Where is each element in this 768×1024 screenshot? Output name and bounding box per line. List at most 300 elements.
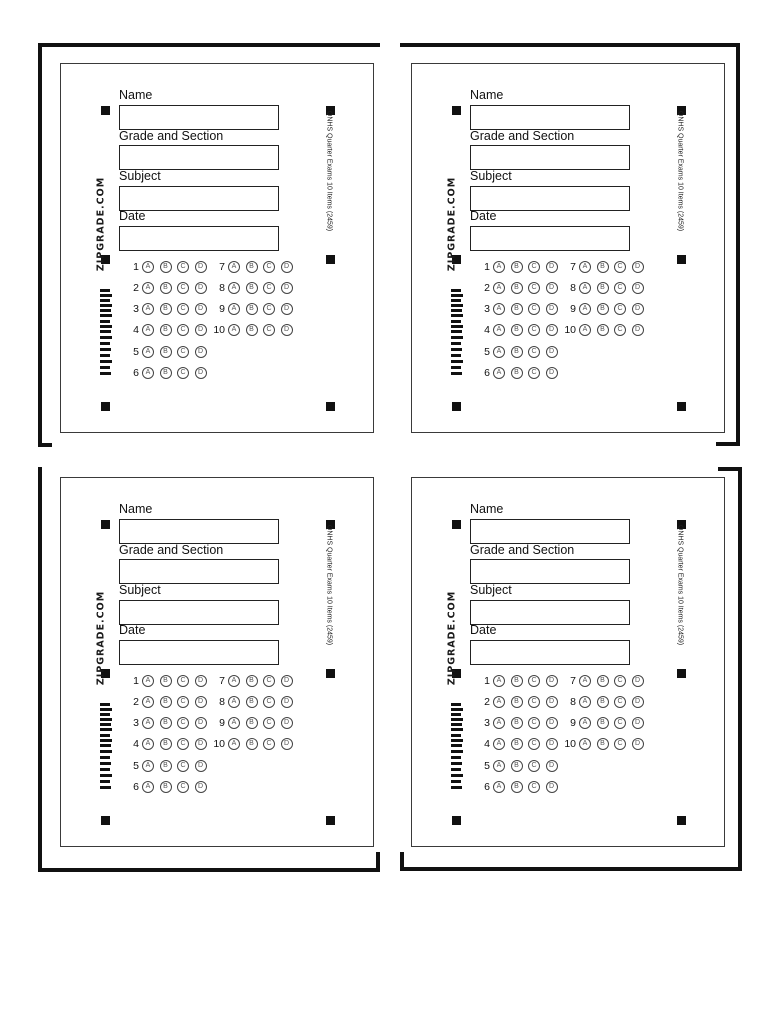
- barcode-bar: [100, 734, 110, 737]
- question-row: [209, 694, 298, 709]
- question-number: 8: [219, 695, 225, 708]
- question-row: [123, 322, 212, 337]
- answer-bubble-d[interactable]: D: [195, 781, 207, 793]
- question-row: [474, 694, 563, 709]
- question-number: 3: [484, 716, 490, 729]
- answer-bubble-b[interactable]: B: [511, 346, 523, 358]
- answer-bubble-a[interactable]: A: [228, 261, 240, 273]
- answer-bubble-b[interactable]: B: [511, 675, 523, 687]
- question-row: [123, 779, 212, 794]
- answer-bubble-c[interactable]: C: [263, 261, 275, 273]
- answer-bubble-d[interactable]: D: [281, 324, 293, 336]
- answer-bubble-b[interactable]: B: [246, 717, 258, 729]
- barcode-bar: [451, 780, 461, 783]
- question-row: [474, 259, 563, 274]
- question-row: [123, 715, 212, 730]
- answer-bubble-c[interactable]: C: [528, 303, 540, 315]
- cut-mark: [38, 467, 42, 872]
- barcode-bar: [451, 325, 463, 328]
- question-number: 2: [133, 695, 139, 708]
- answer-bubble-a[interactable]: A: [579, 261, 591, 273]
- answer-bubble-c[interactable]: C: [177, 781, 189, 793]
- answer-bubble-a[interactable]: A: [142, 324, 154, 336]
- question-number: 7: [219, 260, 225, 273]
- cut-mark: [400, 43, 740, 47]
- name-field[interactable]: [119, 105, 279, 130]
- answer-bubble-d[interactable]: D: [195, 760, 207, 772]
- answer-bubble-a[interactable]: A: [493, 717, 505, 729]
- answer-bubble-d[interactable]: D: [195, 367, 207, 379]
- grade-section-field[interactable]: [470, 145, 630, 170]
- question-number: 10: [213, 323, 225, 336]
- question-number: 3: [133, 302, 139, 315]
- question-number: 6: [133, 366, 139, 379]
- answer-bubble-d[interactable]: D: [195, 696, 207, 708]
- answer-bubble-b[interactable]: B: [246, 261, 258, 273]
- barcode-bar: [451, 750, 463, 753]
- barcode-bar: [451, 320, 461, 323]
- registration-mark: [452, 106, 461, 115]
- answer-bubble-a[interactable]: A: [142, 261, 154, 273]
- answer-bubble-c[interactable]: C: [614, 303, 626, 315]
- grade-section-label: Grade and Section: [470, 543, 575, 557]
- answer-bubble-b[interactable]: B: [511, 367, 523, 379]
- answer-bubble-c[interactable]: C: [614, 696, 626, 708]
- question-number: 5: [133, 345, 139, 358]
- date-field[interactable]: [119, 226, 279, 251]
- answer-bubble-a[interactable]: A: [228, 696, 240, 708]
- answer-bubble-b[interactable]: B: [246, 675, 258, 687]
- answer-bubble-d[interactable]: D: [546, 261, 558, 273]
- answer-bubble-a[interactable]: A: [579, 675, 591, 687]
- date-field[interactable]: [470, 640, 630, 665]
- question-number: 9: [219, 302, 225, 315]
- subject-field[interactable]: [119, 600, 279, 625]
- answer-bubble-c[interactable]: C: [177, 696, 189, 708]
- answer-bubble-d[interactable]: D: [195, 675, 207, 687]
- cut-mark: [38, 443, 52, 447]
- barcode-bar: [100, 703, 110, 706]
- barcode-bar: [100, 309, 111, 312]
- answer-bubble-a[interactable]: A: [142, 781, 154, 793]
- question-row: [474, 715, 563, 730]
- answer-bubble-d[interactable]: D: [632, 303, 644, 315]
- cut-mark: [38, 43, 42, 447]
- question-row: [209, 715, 298, 730]
- registration-mark: [677, 816, 686, 825]
- answer-bubble-b[interactable]: B: [597, 303, 609, 315]
- answer-bubble-b[interactable]: B: [511, 282, 523, 294]
- question-number: 7: [219, 674, 225, 687]
- question-number: 6: [484, 366, 490, 379]
- question-row: [209, 280, 298, 295]
- answer-bubble-c[interactable]: C: [177, 282, 189, 294]
- answer-bubble-c[interactable]: C: [177, 675, 189, 687]
- answer-bubble-a[interactable]: A: [142, 738, 154, 750]
- barcode-bar: [451, 708, 463, 711]
- answer-bubble-c[interactable]: C: [177, 324, 189, 336]
- answer-bubble-d[interactable]: D: [281, 696, 293, 708]
- answer-bubble-a[interactable]: A: [493, 282, 505, 294]
- answer-bubble-b[interactable]: B: [160, 324, 172, 336]
- question-row: [209, 322, 298, 337]
- answer-bubble-c[interactable]: C: [263, 696, 275, 708]
- barcode-bar: [100, 744, 111, 747]
- answer-bubble-c[interactable]: C: [177, 367, 189, 379]
- answer-bubble-a[interactable]: A: [579, 303, 591, 315]
- barcode-bar: [100, 762, 111, 765]
- question-number: 8: [570, 695, 576, 708]
- answer-bubble-a[interactable]: A: [493, 303, 505, 315]
- cut-mark: [38, 868, 380, 872]
- barcode-bar: [100, 325, 112, 328]
- answer-bubble-b[interactable]: B: [160, 282, 172, 294]
- answer-bubble-a[interactable]: A: [142, 760, 154, 772]
- barcode-bar: [451, 734, 461, 737]
- question-row: [123, 694, 212, 709]
- question-row: [560, 715, 649, 730]
- answer-bubble-a[interactable]: A: [228, 303, 240, 315]
- answer-bubble-d[interactable]: D: [281, 717, 293, 729]
- registration-mark: [326, 669, 335, 678]
- cut-mark: [736, 43, 740, 446]
- answer-sheet: ZIPGRADE.COM QNHS Quarter Exams 10 Items (2459) Name Grade and Section Subject Date 1 A B C D 2 A B C D 3 A B C D 4 A B C D 5 A B C D 6 A B C D 7 A B C D 8 A B C D 9 A B C D 10 A B C D: [411, 477, 725, 847]
- answer-bubble-b[interactable]: B: [160, 675, 172, 687]
- question-row: [560, 673, 649, 688]
- registration-mark: [452, 520, 461, 529]
- answer-bubble-a[interactable]: A: [228, 675, 240, 687]
- question-number: 9: [570, 302, 576, 315]
- subject-field[interactable]: [470, 600, 630, 625]
- answer-bubble-d[interactable]: D: [195, 261, 207, 273]
- barcode-bar: [451, 342, 461, 345]
- answer-bubble-b[interactable]: B: [511, 324, 523, 336]
- subject-label: Subject: [119, 583, 161, 597]
- question-number: 2: [484, 695, 490, 708]
- answer-bubble-d[interactable]: D: [546, 675, 558, 687]
- answer-bubble-c[interactable]: C: [528, 675, 540, 687]
- answer-bubble-c[interactable]: C: [263, 738, 275, 750]
- question-number: 1: [133, 674, 139, 687]
- answer-bubble-a[interactable]: A: [228, 717, 240, 729]
- grade-section-field[interactable]: [119, 559, 279, 584]
- question-row: [123, 758, 212, 773]
- question-row: [123, 673, 212, 688]
- answer-bubble-a[interactable]: A: [228, 738, 240, 750]
- barcode-bar: [100, 713, 110, 716]
- answer-bubble-b[interactable]: B: [597, 282, 609, 294]
- answer-bubble-c[interactable]: C: [528, 346, 540, 358]
- answer-bubble-a[interactable]: A: [228, 282, 240, 294]
- answer-bubble-c[interactable]: C: [263, 717, 275, 729]
- answer-bubble-c[interactable]: C: [263, 303, 275, 315]
- question-row: [123, 259, 212, 274]
- date-label: Date: [119, 209, 146, 223]
- subject-field[interactable]: [119, 186, 279, 211]
- registration-mark: [101, 816, 110, 825]
- date-field[interactable]: [470, 226, 630, 251]
- answer-bubble-a[interactable]: A: [493, 696, 505, 708]
- answer-bubble-d[interactable]: D: [546, 303, 558, 315]
- barcode-bar: [100, 750, 112, 753]
- answer-bubble-d[interactable]: D: [546, 738, 558, 750]
- barcode-bar: [451, 723, 462, 726]
- answer-bubble-d[interactable]: D: [546, 324, 558, 336]
- answer-bubble-b[interactable]: B: [511, 696, 523, 708]
- barcode-bar: [100, 360, 112, 363]
- cut-mark: [400, 852, 404, 871]
- answer-bubble-d[interactable]: D: [281, 738, 293, 750]
- cut-mark: [738, 467, 742, 871]
- answer-bubble-a[interactable]: A: [493, 675, 505, 687]
- answer-bubble-b[interactable]: B: [597, 717, 609, 729]
- barcode-bar: [451, 348, 462, 351]
- answer-bubble-b[interactable]: B: [511, 781, 523, 793]
- barcode-bar: [100, 723, 111, 726]
- question-row: [123, 344, 212, 359]
- subject-field[interactable]: [470, 186, 630, 211]
- answer-bubble-c[interactable]: C: [263, 282, 275, 294]
- answer-bubble-c[interactable]: C: [263, 324, 275, 336]
- question-row: [209, 301, 298, 316]
- grade-section-field[interactable]: [470, 559, 630, 584]
- answer-bubble-d[interactable]: D: [632, 696, 644, 708]
- barcode-bar: [451, 304, 463, 307]
- answer-bubble-c[interactable]: C: [177, 760, 189, 772]
- answer-bubble-c[interactable]: C: [528, 781, 540, 793]
- barcode-bar: [451, 744, 462, 747]
- answer-bubble-b[interactable]: B: [160, 261, 172, 273]
- answer-bubble-d[interactable]: D: [546, 696, 558, 708]
- barcode-bar: [451, 299, 461, 302]
- question-number: 4: [484, 737, 490, 750]
- answer-bubble-c[interactable]: C: [528, 738, 540, 750]
- answer-bubble-d[interactable]: D: [195, 282, 207, 294]
- answer-bubble-a[interactable]: A: [142, 346, 154, 358]
- question-number: 1: [133, 260, 139, 273]
- answer-bubble-b[interactable]: B: [160, 346, 172, 358]
- barcode-bar: [451, 774, 463, 777]
- answer-bubble-a[interactable]: A: [493, 738, 505, 750]
- barcode-bar: [451, 360, 463, 363]
- answer-bubble-d[interactable]: D: [546, 367, 558, 379]
- answer-bubble-a[interactable]: A: [493, 261, 505, 273]
- barcode-bar: [451, 718, 463, 721]
- grade-section-label: Grade and Section: [470, 129, 575, 143]
- answer-bubble-a[interactable]: A: [142, 675, 154, 687]
- answer-bubble-a[interactable]: A: [493, 781, 505, 793]
- answer-bubble-a[interactable]: A: [579, 717, 591, 729]
- answer-bubble-a[interactable]: A: [142, 696, 154, 708]
- answer-bubble-a[interactable]: A: [493, 324, 505, 336]
- answer-bubble-d[interactable]: D: [546, 717, 558, 729]
- barcode-bar: [100, 366, 110, 369]
- answer-bubble-a[interactable]: A: [493, 760, 505, 772]
- answer-bubble-d[interactable]: D: [195, 738, 207, 750]
- answer-bubble-d[interactable]: D: [281, 303, 293, 315]
- question-row: [474, 673, 563, 688]
- answer-bubble-d[interactable]: D: [632, 675, 644, 687]
- answer-bubble-d[interactable]: D: [281, 261, 293, 273]
- answer-bubble-c[interactable]: C: [177, 738, 189, 750]
- question-number: 10: [213, 737, 225, 750]
- answer-bubble-a[interactable]: A: [142, 717, 154, 729]
- answer-bubble-c[interactable]: C: [614, 717, 626, 729]
- answer-bubble-b[interactable]: B: [597, 675, 609, 687]
- answer-bubble-a[interactable]: A: [579, 738, 591, 750]
- registration-mark: [452, 816, 461, 825]
- answer-bubble-a[interactable]: A: [493, 367, 505, 379]
- answer-bubble-b[interactable]: B: [597, 696, 609, 708]
- answer-bubble-d[interactable]: D: [546, 781, 558, 793]
- cut-mark: [716, 442, 740, 446]
- answer-bubble-d[interactable]: D: [546, 282, 558, 294]
- registration-mark: [101, 402, 110, 411]
- answer-bubble-c[interactable]: C: [614, 261, 626, 273]
- answer-bubble-c[interactable]: C: [177, 303, 189, 315]
- name-field[interactable]: [470, 519, 630, 544]
- question-row: [560, 736, 649, 751]
- question-row: [474, 365, 563, 380]
- barcode-bar: [451, 372, 462, 375]
- answer-bubble-b[interactable]: B: [597, 738, 609, 750]
- answer-bubble-b[interactable]: B: [597, 261, 609, 273]
- answer-bubble-b[interactable]: B: [160, 303, 172, 315]
- answer-bubble-b[interactable]: B: [246, 324, 258, 336]
- question-number: 4: [133, 323, 139, 336]
- answer-bubble-c[interactable]: C: [528, 282, 540, 294]
- answer-bubble-d[interactable]: D: [281, 282, 293, 294]
- question-number: 8: [570, 281, 576, 294]
- answer-bubble-b[interactable]: B: [160, 760, 172, 772]
- date-label: Date: [470, 209, 497, 223]
- barcode-bar: [451, 330, 462, 333]
- answer-bubble-d[interactable]: D: [281, 675, 293, 687]
- answer-bubble-c[interactable]: C: [528, 261, 540, 273]
- name-label: Name: [470, 502, 504, 516]
- barcode-bar: [100, 330, 111, 333]
- answer-bubble-b[interactable]: B: [160, 367, 172, 379]
- question-row: [560, 322, 649, 337]
- answer-bubble-a[interactable]: A: [579, 282, 591, 294]
- barcode-bar: [451, 354, 461, 357]
- answer-bubble-d[interactable]: D: [195, 303, 207, 315]
- answer-bubble-d[interactable]: D: [195, 717, 207, 729]
- answer-bubble-b[interactable]: B: [246, 282, 258, 294]
- answer-bubble-c[interactable]: C: [528, 367, 540, 379]
- cut-mark: [376, 852, 380, 872]
- question-row: [474, 758, 563, 773]
- question-row: [474, 322, 563, 337]
- answer-bubble-a[interactable]: A: [142, 303, 154, 315]
- registration-mark: [326, 402, 335, 411]
- barcode-bar: [451, 768, 461, 771]
- answer-bubble-a[interactable]: A: [493, 346, 505, 358]
- question-number: 5: [484, 345, 490, 358]
- answer-bubble-b[interactable]: B: [160, 781, 172, 793]
- answer-bubble-d[interactable]: D: [632, 717, 644, 729]
- answer-bubble-c[interactable]: C: [528, 760, 540, 772]
- answer-bubble-b[interactable]: B: [511, 303, 523, 315]
- answer-bubble-d[interactable]: D: [632, 282, 644, 294]
- question-row: [474, 736, 563, 751]
- answer-bubble-a[interactable]: A: [579, 696, 591, 708]
- barcode-bar: [100, 718, 112, 721]
- answer-bubble-a[interactable]: A: [228, 324, 240, 336]
- answer-bubble-d[interactable]: D: [546, 760, 558, 772]
- answer-bubble-b[interactable]: B: [246, 303, 258, 315]
- answer-bubble-b[interactable]: B: [511, 738, 523, 750]
- registration-mark: [452, 402, 461, 411]
- question-number: 6: [133, 780, 139, 793]
- question-row: [474, 344, 563, 359]
- question-number: 7: [570, 260, 576, 273]
- barcode-bar: [100, 354, 110, 357]
- answer-bubble-d[interactable]: D: [195, 324, 207, 336]
- answer-bubble-c[interactable]: C: [528, 717, 540, 729]
- answer-bubble-c[interactable]: C: [614, 282, 626, 294]
- question-row: [209, 736, 298, 751]
- answer-bubble-d[interactable]: D: [632, 261, 644, 273]
- registration-mark: [101, 520, 110, 529]
- answer-bubble-a[interactable]: A: [579, 324, 591, 336]
- answer-bubble-b[interactable]: B: [160, 717, 172, 729]
- answer-bubble-c[interactable]: C: [177, 717, 189, 729]
- answer-bubble-b[interactable]: B: [160, 696, 172, 708]
- subject-label: Subject: [470, 583, 512, 597]
- answer-bubble-b[interactable]: B: [246, 738, 258, 750]
- answer-bubble-d[interactable]: D: [195, 346, 207, 358]
- answer-bubble-d[interactable]: D: [632, 324, 644, 336]
- barcode-bar: [100, 780, 110, 783]
- date-field[interactable]: [119, 640, 279, 665]
- barcode-bar: [451, 366, 461, 369]
- answer-bubble-b[interactable]: B: [511, 760, 523, 772]
- barcode-bar: [100, 786, 111, 789]
- answer-bubble-b[interactable]: B: [160, 738, 172, 750]
- answer-bubble-c[interactable]: C: [263, 675, 275, 687]
- answer-bubble-c[interactable]: C: [528, 696, 540, 708]
- answer-bubble-d[interactable]: D: [632, 738, 644, 750]
- barcode-bar: [451, 762, 462, 765]
- answer-bubble-c[interactable]: C: [528, 324, 540, 336]
- answer-bubble-c[interactable]: C: [177, 346, 189, 358]
- registration-mark: [677, 255, 686, 264]
- name-field[interactable]: [119, 519, 279, 544]
- answer-bubble-a[interactable]: A: [142, 367, 154, 379]
- question-number: 1: [484, 260, 490, 273]
- grade-section-field[interactable]: [119, 145, 279, 170]
- answer-sheet: ZIPGRADE.COM QNHS Quarter Exams 10 Items (2459) Name Grade and Section Subject Date 1 A B C D 2 A B C D 3 A B C D 4 A B C D 5 A B C D 6 A B C D 7 A B C D 8 A B C D 9 A B C D 10 A B C D: [60, 477, 374, 847]
- name-field[interactable]: [470, 105, 630, 130]
- barcode-bar: [451, 728, 463, 731]
- question-number: 3: [133, 716, 139, 729]
- answer-bubble-a[interactable]: A: [142, 282, 154, 294]
- answer-bubble-b[interactable]: B: [511, 717, 523, 729]
- question-row: [474, 301, 563, 316]
- answer-bubble-c[interactable]: C: [614, 675, 626, 687]
- answer-bubble-c[interactable]: C: [614, 738, 626, 750]
- answer-bubble-b[interactable]: B: [511, 261, 523, 273]
- answer-bubble-d[interactable]: D: [546, 346, 558, 358]
- barcode-bar: [100, 372, 111, 375]
- answer-bubble-b[interactable]: B: [597, 324, 609, 336]
- answer-bubble-c[interactable]: C: [177, 261, 189, 273]
- answer-bubble-b[interactable]: B: [246, 696, 258, 708]
- registration-mark: [101, 106, 110, 115]
- answer-bubble-c[interactable]: C: [614, 324, 626, 336]
- question-row: [474, 779, 563, 794]
